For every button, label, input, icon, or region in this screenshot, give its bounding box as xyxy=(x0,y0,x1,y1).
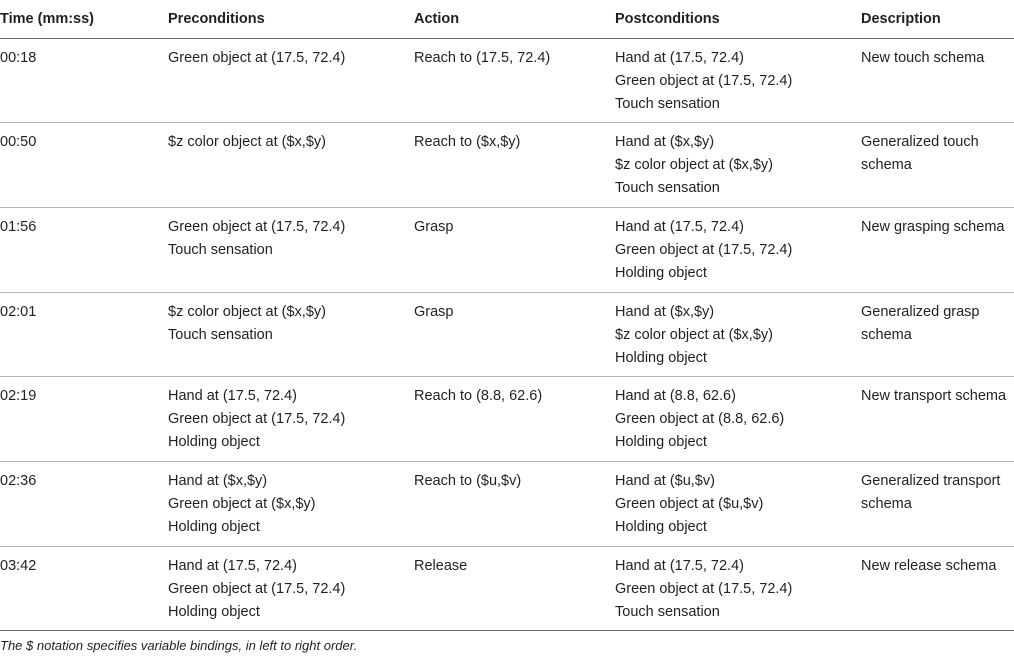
action-value: Grasp xyxy=(414,218,454,235)
cell-description xyxy=(861,546,1014,631)
precondition-item: Holding object xyxy=(168,518,260,535)
precondition-item: Hand at (17.5, 72.4) xyxy=(168,388,297,405)
time-value: 02:19 xyxy=(0,388,37,405)
cell-preconditions xyxy=(168,292,414,377)
precondition-item: Holding object xyxy=(168,434,260,451)
cell-preconditions xyxy=(168,461,414,546)
precondition-item: $z color object at ($x,$y) xyxy=(168,134,326,151)
postcondition-item: Holding object xyxy=(615,434,707,451)
precondition-item: Touch sensation xyxy=(168,326,273,343)
cell-time xyxy=(0,38,168,123)
description-value: New release schema xyxy=(861,557,997,574)
table-row xyxy=(0,123,1014,208)
cell-postconditions xyxy=(615,123,861,208)
postcondition-item: Hand at ($x,$y) xyxy=(615,303,715,320)
postcondition-item: Hand at (8.8, 62.6) xyxy=(615,388,736,405)
precondition-item: Hand at ($x,$y) xyxy=(168,472,268,489)
action-value: Grasp xyxy=(414,303,454,320)
cell-preconditions xyxy=(168,123,414,208)
cell-action xyxy=(414,377,615,462)
action-value: Reach to ($u,$v) xyxy=(414,472,522,489)
cell-preconditions xyxy=(168,546,414,631)
time-value: 03:42 xyxy=(0,557,37,574)
postcondition-item: Hand at (17.5, 72.4) xyxy=(615,557,744,574)
table-row xyxy=(0,546,1014,631)
cell-preconditions xyxy=(168,377,414,462)
postcondition-item: Green object at ($u,$v) xyxy=(615,495,764,512)
cell-postconditions xyxy=(615,546,861,631)
time-value: 01:56 xyxy=(0,218,37,235)
cell-preconditions xyxy=(168,38,414,123)
cell-description xyxy=(861,123,1014,208)
table-header xyxy=(0,0,1014,38)
postcondition-item: Touch sensation xyxy=(615,603,720,620)
table-body xyxy=(0,38,1014,631)
action-value: Reach to (17.5, 72.4) xyxy=(414,49,551,66)
action-value: Reach to (8.8, 62.6) xyxy=(414,388,543,405)
header-description: Description xyxy=(861,0,1014,38)
precondition-item: Green object at (17.5, 72.4) xyxy=(168,411,346,428)
header-row xyxy=(0,0,1014,38)
cell-action xyxy=(414,461,615,546)
time-value: 02:36 xyxy=(0,472,37,489)
description-value: Generalized touch schema xyxy=(861,134,979,174)
cell-postconditions xyxy=(615,461,861,546)
postcondition-item: Green object at (8.8, 62.6) xyxy=(615,411,785,428)
postcondition-item: Hand at (17.5, 72.4) xyxy=(615,218,744,235)
cell-description xyxy=(861,207,1014,292)
action-value: Release xyxy=(414,557,468,574)
cell-description xyxy=(861,292,1014,377)
table-footnote: The $ notation specifies variable bindings, in left to right order. xyxy=(0,638,358,653)
table-row xyxy=(0,207,1014,292)
cell-description xyxy=(861,377,1014,462)
postcondition-item: Hand at ($x,$y) xyxy=(615,134,715,151)
description-value: Generalized transport schema xyxy=(861,472,1001,512)
cell-preconditions xyxy=(168,207,414,292)
postcondition-item: Green object at (17.5, 72.4) xyxy=(615,580,793,597)
cell-description xyxy=(861,38,1014,123)
precondition-item: Green object at (17.5, 72.4) xyxy=(168,218,346,235)
postcondition-item: $z color object at ($x,$y) xyxy=(615,326,773,343)
cell-action xyxy=(414,546,615,631)
time-value: 00:18 xyxy=(0,49,37,66)
postcondition-item: $z color object at ($x,$y) xyxy=(615,157,773,174)
cell-time xyxy=(0,292,168,377)
cell-time xyxy=(0,207,168,292)
table-row xyxy=(0,38,1014,123)
cell-description xyxy=(861,461,1014,546)
postcondition-item: Hand at (17.5, 72.4) xyxy=(615,49,744,66)
precondition-item: $z color object at ($x,$y) xyxy=(168,303,326,320)
description-value: Generalized grasp schema xyxy=(861,303,980,343)
header-preconditions: Preconditions xyxy=(168,0,414,38)
table-row xyxy=(0,377,1014,462)
table-row xyxy=(0,461,1014,546)
header-postconditions: Postconditions xyxy=(615,0,861,38)
time-value: 02:01 xyxy=(0,303,37,320)
cell-time xyxy=(0,377,168,462)
header-time: Time (mm:ss) xyxy=(0,0,168,38)
cell-postconditions xyxy=(615,207,861,292)
cell-action xyxy=(414,207,615,292)
description-value: New touch schema xyxy=(861,49,985,66)
postcondition-item: Holding object xyxy=(615,518,707,535)
cell-action xyxy=(414,38,615,123)
cell-postconditions xyxy=(615,38,861,123)
cell-postconditions xyxy=(615,377,861,462)
cell-postconditions xyxy=(615,292,861,377)
description-value: New grasping schema xyxy=(861,218,1005,235)
cell-time xyxy=(0,123,168,208)
cell-action xyxy=(414,292,615,377)
precondition-item: Green object at (17.5, 72.4) xyxy=(168,49,346,66)
postcondition-item: Green object at (17.5, 72.4) xyxy=(615,72,793,89)
precondition-item: Green object at ($x,$y) xyxy=(168,495,316,512)
cell-time xyxy=(0,546,168,631)
header-action: Action xyxy=(414,0,615,38)
postcondition-item: Holding object xyxy=(615,349,707,366)
precondition-item: Holding object xyxy=(168,603,260,620)
time-value: 00:50 xyxy=(0,134,37,151)
cell-action xyxy=(414,123,615,208)
postcondition-item: Hand at ($u,$v) xyxy=(615,472,715,489)
postcondition-item: Holding object xyxy=(615,264,707,281)
postcondition-item: Touch sensation xyxy=(615,95,720,112)
action-value: Reach to ($x,$y) xyxy=(414,134,521,151)
description-value: New transport schema xyxy=(861,388,1007,405)
precondition-item: Hand at (17.5, 72.4) xyxy=(168,557,297,574)
precondition-item: Touch sensation xyxy=(168,241,273,258)
postcondition-item: Touch sensation xyxy=(615,180,720,197)
table-row xyxy=(0,292,1014,377)
cell-time xyxy=(0,461,168,546)
postcondition-item: Green object at (17.5, 72.4) xyxy=(615,241,793,258)
precondition-item: Green object at (17.5, 72.4) xyxy=(168,580,346,597)
